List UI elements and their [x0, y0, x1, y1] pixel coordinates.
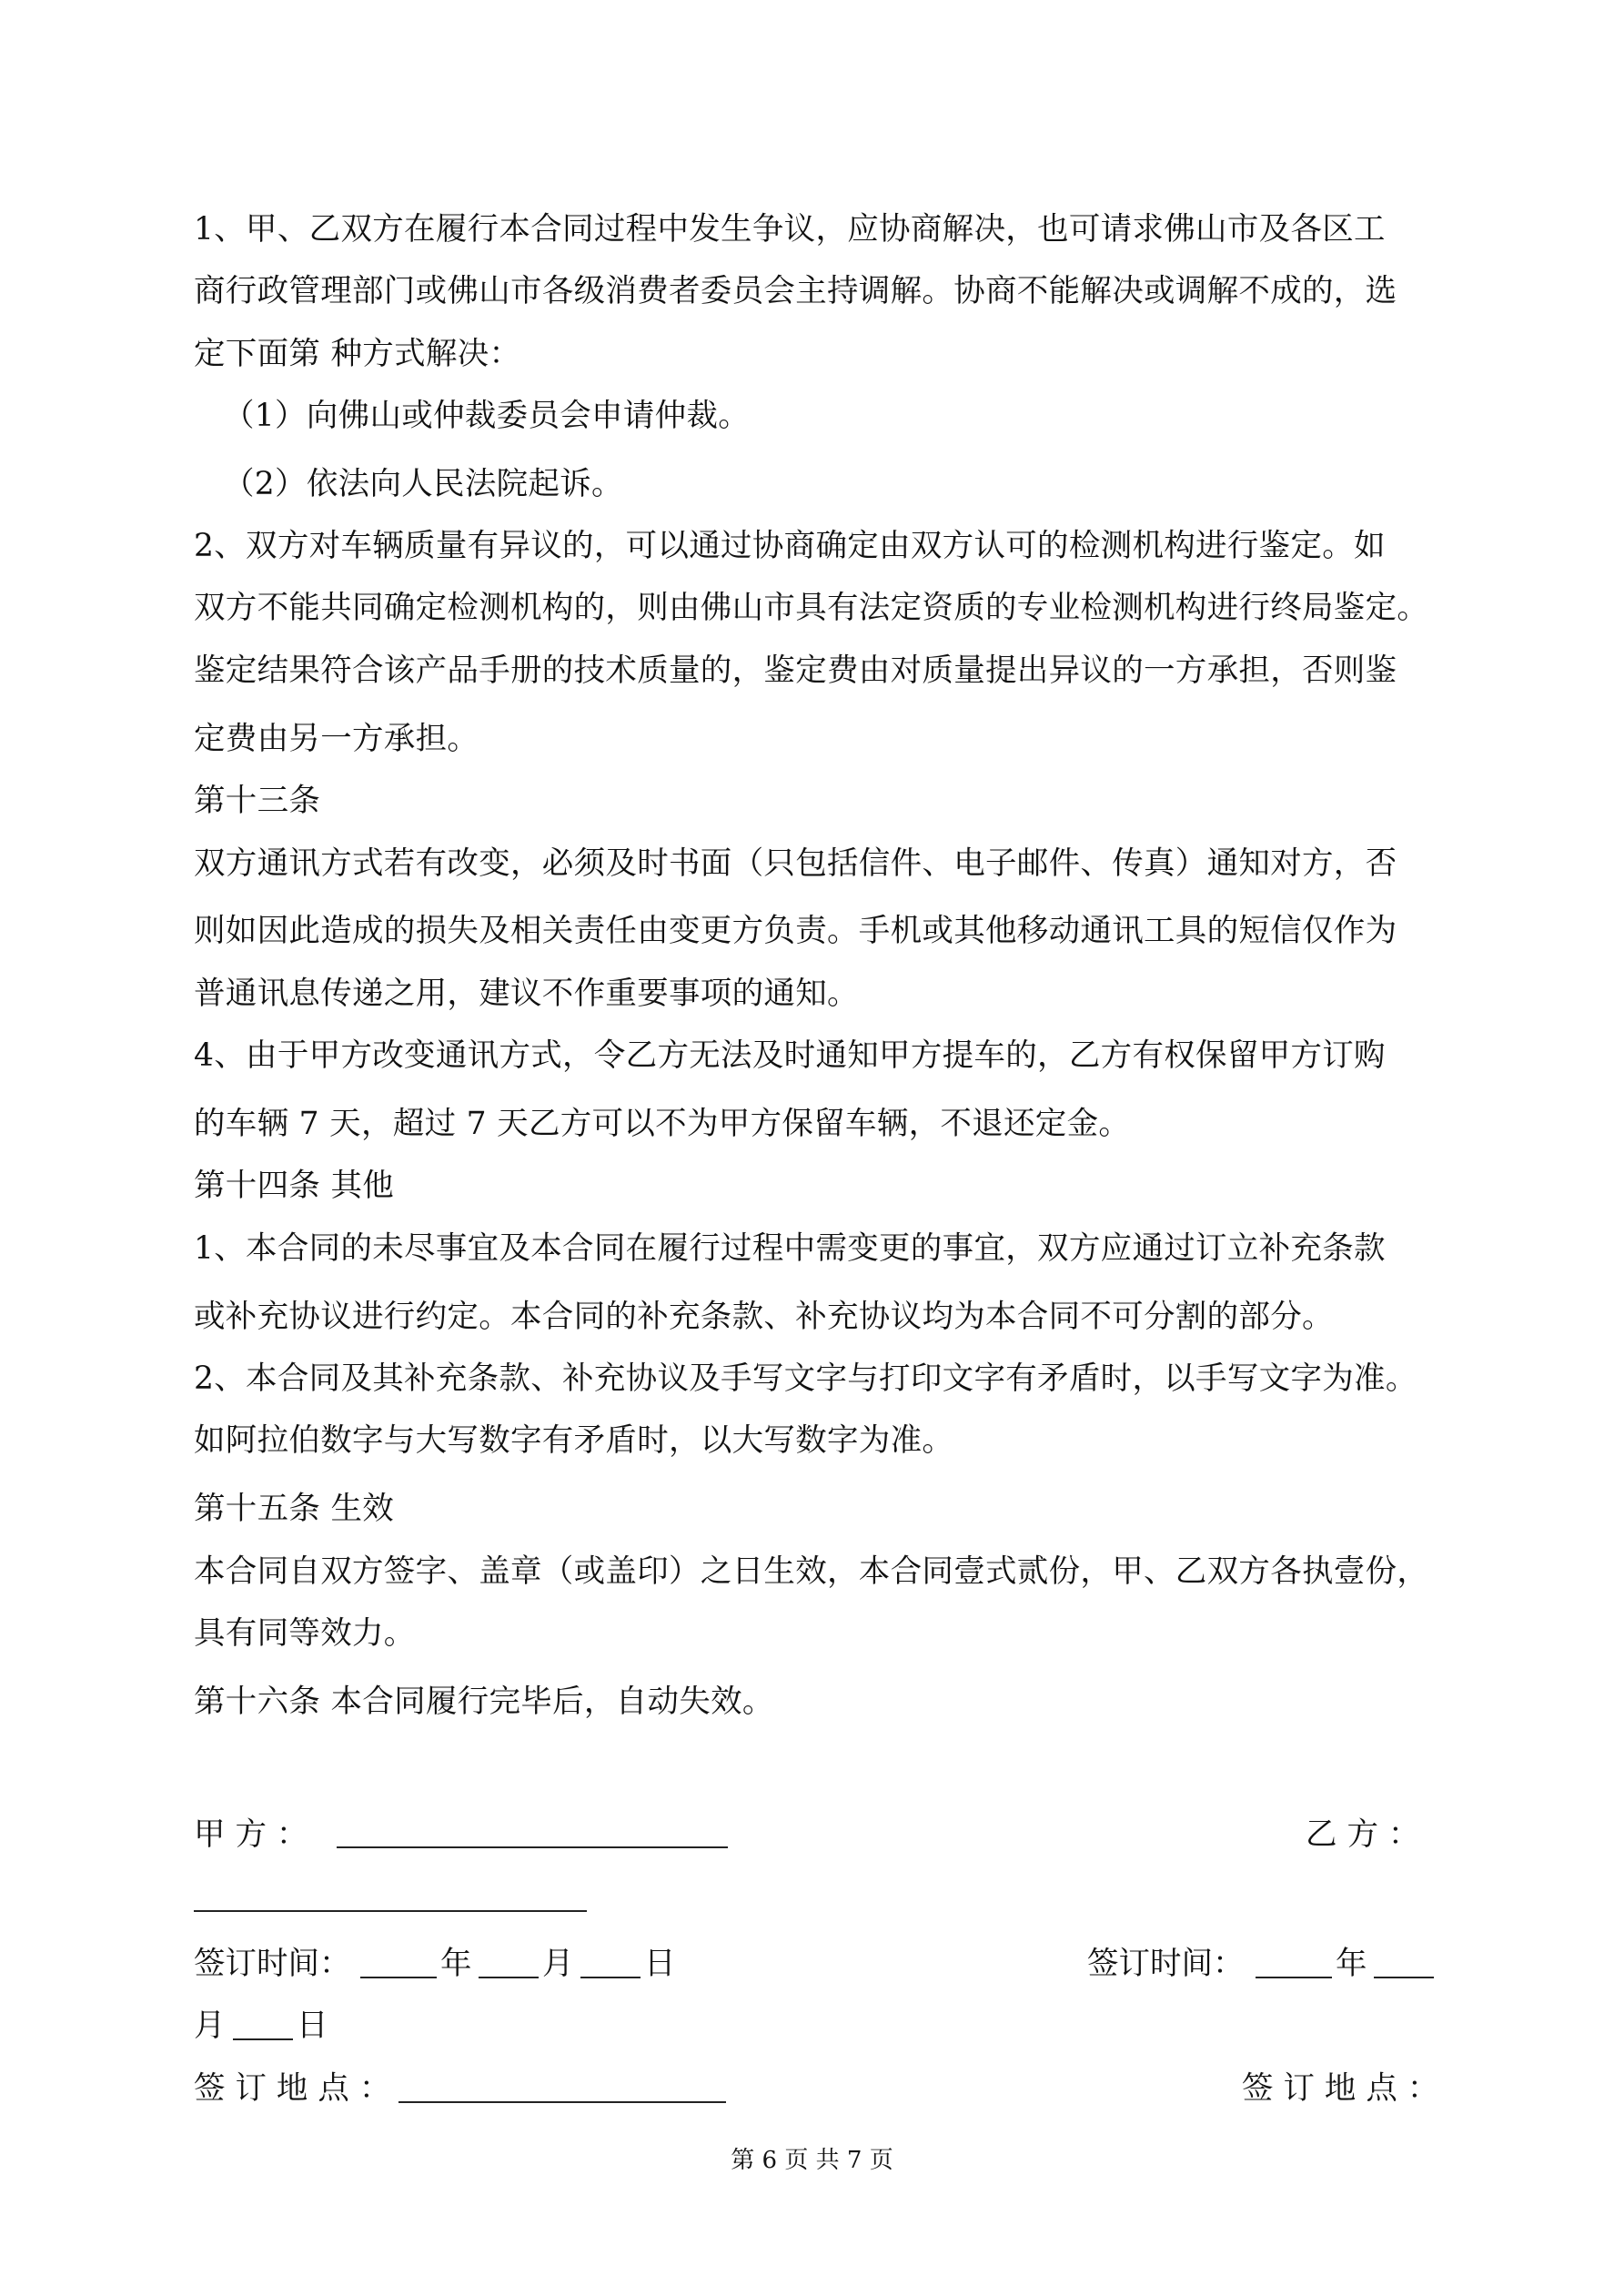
text-line: 则如因此造成的损失及相关责任由变更方负责。手机或其他移动通讯工具的短信仅作为: [194, 913, 1397, 949]
sign-time-b-day-blank[interactable]: [233, 2038, 293, 2040]
page-number: 第 6 页 共 7 页: [731, 2147, 893, 2174]
party-a-label: 甲 方 ：: [194, 1816, 308, 1853]
sign-place-a-label: 签 订 地 点 ：: [194, 2070, 391, 2107]
month-label: 月: [542, 1946, 574, 1982]
text-line: 或补充协议进行约定。本合同的补充条款、补充协议均为本合同不可分割的部分。: [194, 1299, 1334, 1335]
party-b-blank[interactable]: [194, 1910, 587, 1912]
day-label: 日: [297, 2008, 328, 2044]
text-line: （2）依法向人民法院起诉。: [223, 466, 623, 502]
sign-time-b-month-blank[interactable]: [1374, 1977, 1434, 1978]
text-line: 双方不能共同确定检测机构的，则由佛山市具有法定资质的专业检测机构进行终局鉴定。: [194, 590, 1429, 626]
text-line: 定下面第 种方式解决：: [194, 336, 521, 372]
sign-time-a-month-blank[interactable]: [479, 1977, 539, 1978]
sign-time-a-label: 签订时间：: [194, 1946, 351, 1982]
section-heading: 第十三条: [194, 783, 321, 819]
text-line: 2、本合同及其补充条款、补充协议及手写文字与打印文字有矛盾时，以手写文字为准。: [194, 1360, 1417, 1397]
text-line: 双方通讯方式若有改变，必须及时书面（只包括信件、电子邮件、传真）通知对方，否: [194, 845, 1397, 882]
year-label: 年: [440, 1946, 472, 1982]
party-b-label: 乙 方 ：: [1306, 1816, 1420, 1853]
section-heading: 第十五条 生效: [194, 1491, 395, 1527]
sign-time-a-year-blank[interactable]: [360, 1977, 437, 1978]
text-line: 1、甲、乙双方在履行本合同过程中发生争议，应协商解决，也可请求佛山市及各区工: [194, 211, 1386, 248]
text-line: 的车辆 7 天，超过 7 天乙方可以不为甲方保留车辆，不退还定金。: [194, 1106, 1131, 1142]
text-line: 具有同等效力。: [194, 1615, 416, 1652]
text-line: 商行政管理部门或佛山市各级消费者委员会主持调解。协商不能解决或调解不成的，选: [194, 273, 1397, 309]
section-heading: 第十四条 其他: [194, 1168, 395, 1204]
text-line: 4、由于甲方改变通讯方式，令乙方无法及时通知甲方提车的，乙方有权保留甲方订购: [194, 1037, 1386, 1074]
text-line: 如阿拉伯数字与大写数字有矛盾时，以大写数字为准。: [194, 1422, 954, 1459]
text-line: 2、双方对车辆质量有异议的，可以通过协商确定由双方认可的检测机构进行鉴定。如: [194, 528, 1386, 564]
sign-place-a-blank[interactable]: [398, 2101, 726, 2103]
year-label: 年: [1336, 1946, 1367, 1982]
day-label: 日: [644, 1946, 676, 1982]
sign-time-a-day-blank[interactable]: [580, 1977, 641, 1978]
text-line: 鉴定结果符合该产品手册的技术质量的，鉴定费由对质量提出异议的一方承担，否则鉴: [194, 652, 1397, 689]
sign-time-b-year-blank[interactable]: [1256, 1977, 1332, 1978]
text-line: 1、本合同的未尽事宜及本合同在履行过程中需变更的事宜，双方应通过订立补充条款: [194, 1230, 1386, 1267]
month-label: 月: [194, 2008, 226, 2044]
sign-place-b-label: 签 订 地 点 ：: [1242, 2070, 1439, 2107]
text-line: 定费由另一方承担。: [194, 721, 479, 757]
text-line: 普通讯息传递之用，建议不作重要事项的通知。: [194, 976, 859, 1012]
section-heading: 第十六条 本合同履行完毕后，自动失效。: [194, 1684, 774, 1720]
party-a-blank[interactable]: [337, 1846, 728, 1848]
text-line: （1）向佛山或仲裁委员会申请仲裁。: [223, 398, 751, 434]
text-line: 本合同自双方签字、盖章（或盖印）之日生效，本合同壹式贰份，甲、乙双方各执壹份，: [194, 1553, 1429, 1590]
sign-time-b-label: 签订时间：: [1087, 1946, 1245, 1982]
